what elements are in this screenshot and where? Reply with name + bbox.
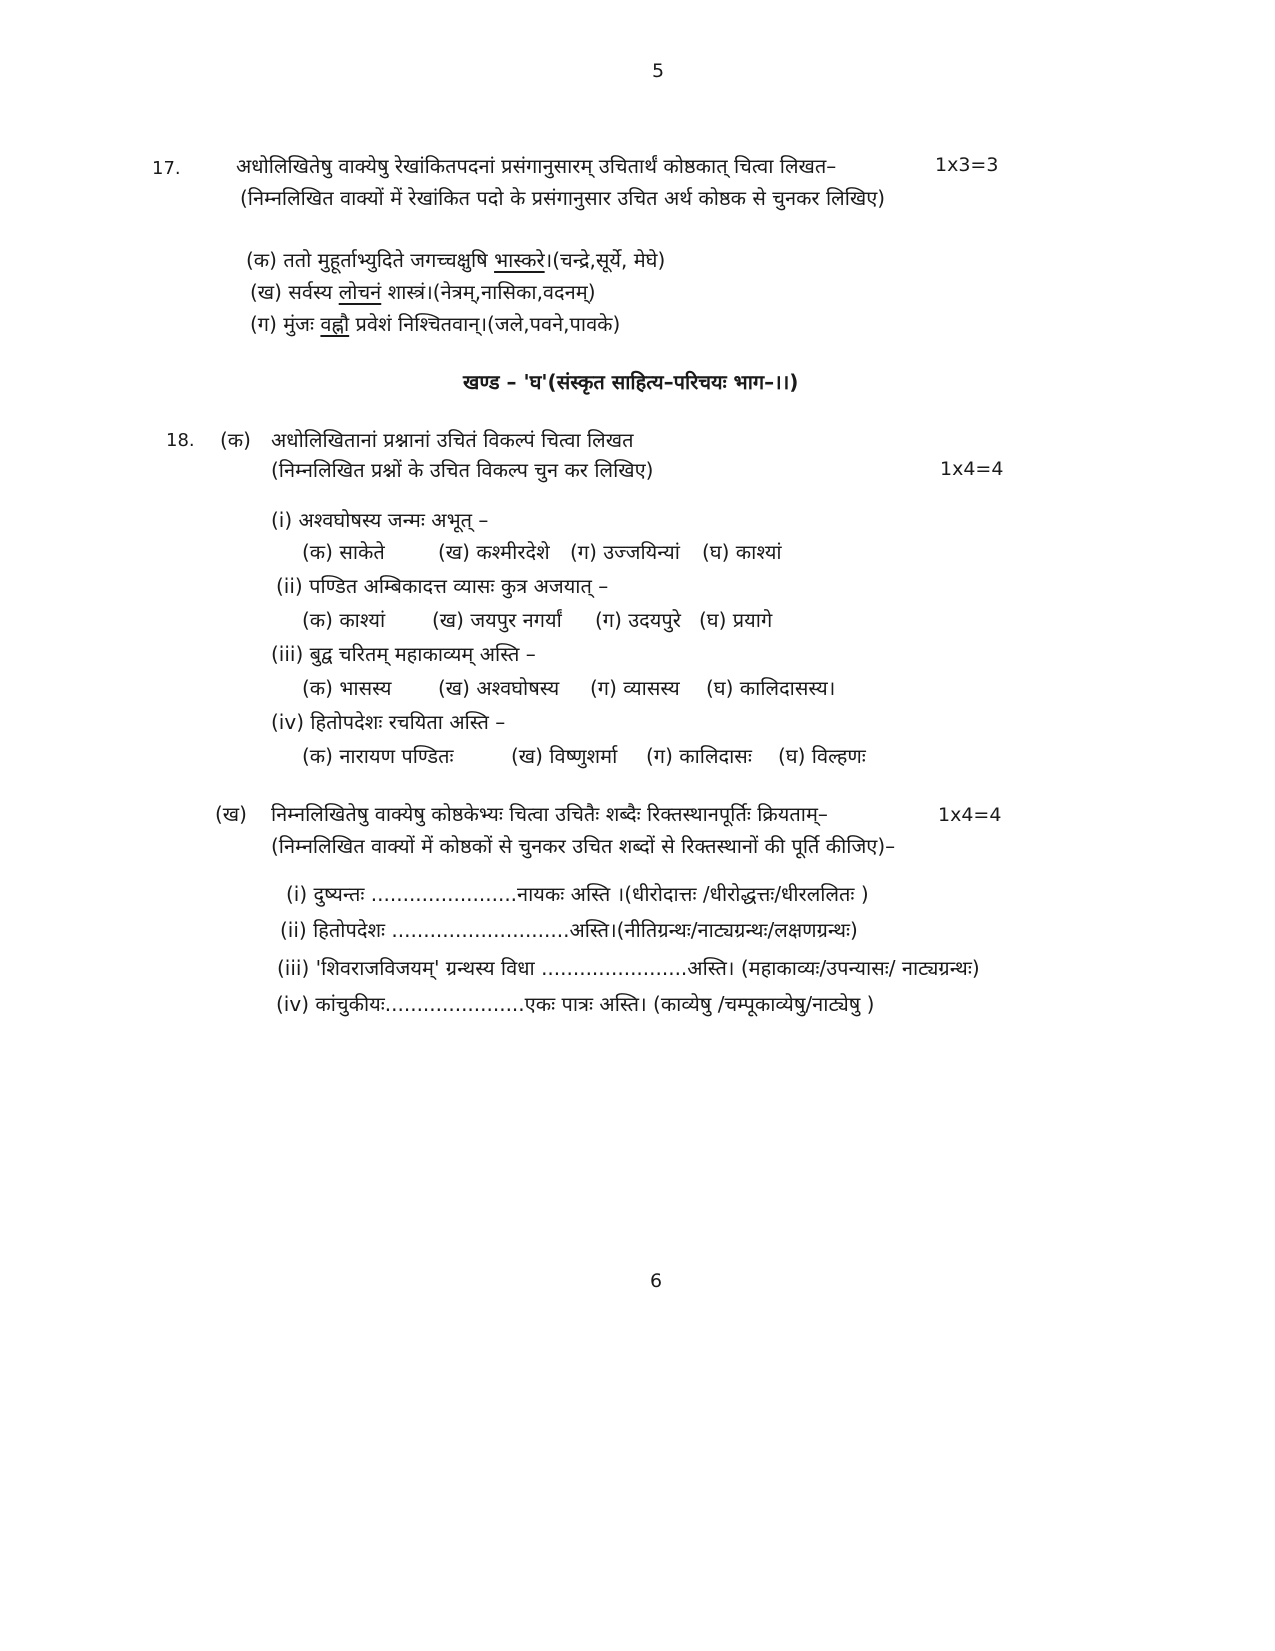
- question-18b-marks: 1x4=4: [938, 804, 1002, 826]
- question-18b-label: (ख): [215, 802, 247, 826]
- question-18a-instruction-hindi: (निम्नलिखित प्रश्नों के उचित विकल्प चुन कर लिखिए): [271, 458, 654, 482]
- question-18b-instruction-hindi: (निम्नलिखित वाक्यों में कोष्ठकों से चुनकर उचित शब्दों से रिक्तस्थानों की पूर्ति कीजिए)–: [271, 834, 896, 858]
- underlined-word: लोचनं: [338, 280, 382, 304]
- question-text: अश्वघोषस्य जन्मः अभूत् –: [298, 508, 489, 532]
- mcq-option-ga: (ग) उदयपुरे: [595, 608, 681, 632]
- mcq-question-4: [271, 708, 505, 736]
- question-num: (i): [271, 508, 293, 532]
- mcq-option-ka: (क) काश्यां: [302, 608, 386, 632]
- underlined-word: भास्करे: [494, 248, 545, 272]
- mcq-option-kha: (ख) विष्णुशर्मा: [511, 744, 618, 768]
- mcq-option-ga: (ग) कालिदासः: [646, 744, 752, 768]
- mcq-option-ga: (ग) व्यासस्य: [590, 676, 680, 700]
- mcq-option-gha: (घ) कालिदासस्य।: [706, 676, 836, 700]
- item-text: दुष्यन्तः .......................नायकः अस्ति ।(धीरोदात्तः /धीरोद्धत्तः/धीरललितः ): [313, 882, 869, 906]
- page-number-top: 5: [652, 60, 665, 82]
- question-17-item-ka: [246, 246, 665, 274]
- question-17-item-ga: [250, 310, 620, 338]
- question-17-instruction-sanskrit: अधोलिखितेषु वाक्येषु रेखांकितपदनां प्रसंगानुसारम् उचितार्थं कोष्ठकात् चित्वा लिखत–: [236, 154, 837, 178]
- mcq-option-gha: (घ) विल्हणः: [778, 744, 866, 768]
- question-num: (ii): [276, 574, 303, 598]
- fill-blank-1: [286, 880, 869, 908]
- mcq-option-ka: (क) नारायण पण्डितः: [302, 744, 454, 768]
- question-18b-instruction-sanskrit: निम्नलिखितेषु वाक्येषु कोष्ठकेभ्यः चित्वा उचितैः शब्दैः रिक्तस्थानपूर्तिः क्रियताम्–: [271, 802, 828, 826]
- item-text: हितोपदेशः ............................अस्ति।(नीतिग्रन्थः/नाट्यग्रन्थः/लक्षणग्रन्थः): [313, 918, 858, 942]
- item-num: (iii): [277, 956, 310, 980]
- question-text: बुद्व चरितम् महाकाव्यम् अस्ति –: [309, 642, 536, 666]
- mcq-question-1: [271, 506, 488, 534]
- question-text: हितोपदेशः रचयिता अस्ति –: [310, 710, 506, 734]
- item-text: (क) ततो मुहूर्ताभ्युदिते जगच्चक्षुषि: [246, 248, 495, 272]
- mcq-option-gha: (घ) काश्यां: [702, 540, 782, 564]
- question-17-number: 17.: [152, 158, 181, 179]
- mcq-question-3: [271, 640, 536, 668]
- question-17-item-kha: [250, 278, 596, 306]
- underlined-word: वह्नौ: [320, 312, 350, 336]
- item-text: (ख) सर्वस्य: [250, 280, 339, 304]
- mcq-option-kha: (ख) अश्वघोषस्य: [438, 676, 560, 700]
- item-options: प्रवेशं निश्चितवान्।(जले,पवने,पावके): [349, 312, 621, 336]
- question-18a-marks: 1x4=4: [940, 458, 1004, 480]
- item-text: कांचुकीयः......................एकः पात्रः अस्ति। (काव्येषु /चम्पूकाव्येषु/नाट्येषु ): [315, 992, 875, 1016]
- mcq-option-ga: (ग) उज्जयिन्यां: [570, 540, 680, 564]
- question-18a-label: (क): [220, 428, 251, 452]
- mcq-option-kha: (ख) जयपुर नगर्यां: [432, 608, 562, 632]
- question-17-marks: 1x3=3: [935, 154, 999, 176]
- mcq-question-2: [276, 572, 608, 600]
- question-num: (iii): [271, 642, 304, 666]
- question-18a-instruction-sanskrit: अधोलिखितानां प्रश्नानां उचितं विकल्पं चित्वा लिखत: [271, 428, 634, 452]
- item-options: ।(चन्द्रे,सूर्ये, मेघे): [544, 248, 666, 272]
- fill-blank-3: [277, 954, 980, 982]
- section-heading: खण्ड – 'घ'(संस्कृत साहित्य–परिचयः भाग–।।): [463, 370, 799, 394]
- mcq-option-kha: (ख) कश्मीरदेशे: [438, 540, 550, 564]
- question-17-instruction-hindi: (निम्नलिखित वाक्यों में रेखांकित पदो के प्रसंगानुसार उचित अर्थ कोष्ठक से चुनकर लिखिए): [240, 186, 886, 210]
- fill-blank-2: [280, 916, 858, 944]
- fill-blank-4: [276, 990, 874, 1018]
- item-text: (ग) मुंजः: [250, 312, 321, 336]
- item-num: (i): [286, 882, 308, 906]
- item-options: शास्त्रं।(नेत्रम्,नासिका,वदनम्): [381, 280, 596, 304]
- item-num: (ii): [280, 918, 307, 942]
- question-num: (iv): [271, 710, 304, 734]
- mcq-option-ka: (क) भासस्य: [302, 676, 392, 700]
- mcq-option-ka: (क) साकेते: [302, 540, 385, 564]
- item-text: 'शिवराजविजयम्' ग्रन्थस्य विधा .......................अस्ति। (महाकाव्यः/उपन्यासः/ नाट्यग्रन्थः): [315, 956, 980, 980]
- question-18-number: 18.: [166, 430, 195, 451]
- page-number-bottom: 6: [650, 1270, 663, 1292]
- question-text: पण्डित अम्बिकादत्त व्यासः कुत्र अजयात् –: [309, 574, 609, 598]
- item-num: (iv): [276, 992, 309, 1016]
- mcq-option-gha: (घ) प्रयागे: [699, 608, 773, 632]
